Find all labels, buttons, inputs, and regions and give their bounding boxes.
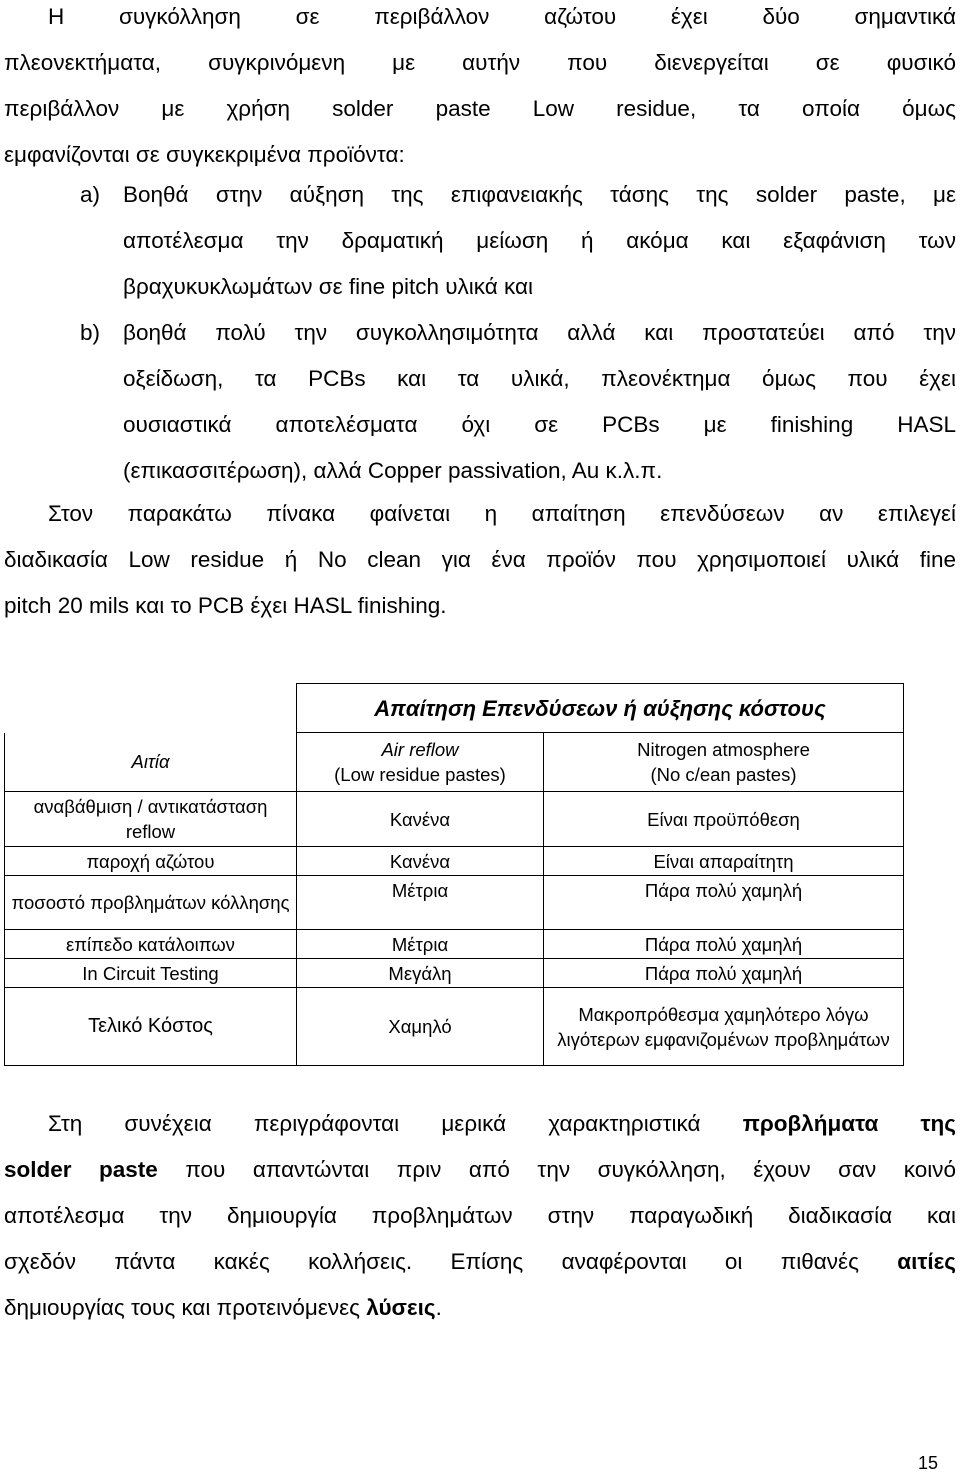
table-header-row	[5, 733, 904, 792]
closing-bold: προβλήματα της	[742, 1111, 956, 1136]
closing-paragraph	[4, 1101, 956, 1331]
cell-cause: Τελικό Κόστος	[5, 988, 297, 1066]
closing-bold: λύσεις	[366, 1295, 436, 1320]
cell-cause: παροχή αζώτου	[5, 847, 297, 876]
cell-nitrogen: Είναι προϋπόθεση	[544, 792, 904, 847]
closing-line	[4, 1285, 956, 1331]
cell-air: Μέτρια	[297, 930, 544, 959]
table-intro-line: διαδικασία Low residue ή No clean για ένα προϊόν που χρησιμοποιεί υλικά fine	[4, 547, 956, 572]
cell-cause: επίπεδο κατάλοιπων	[5, 930, 297, 959]
table-row	[5, 792, 904, 847]
list-marker: b)	[80, 320, 101, 345]
cell-air: Μεγάλη	[297, 959, 544, 988]
table-intro-line: pitch 20 mils και το PCB έχει HASL finishing.	[4, 593, 447, 618]
closing-text: σχεδόν πάντα κακές κολλήσεις. Επίσης αναφέρονται οι πιθανές	[4, 1249, 898, 1274]
closing-text: δημιουργίας τους και προτεινόμενες	[4, 1295, 367, 1320]
cell-cause: αναβάθμιση / αντικατάσταση reflow	[5, 792, 297, 847]
table-title: Απαίτηση Επενδύσεων ή αύξησης κόστους	[297, 684, 904, 733]
cell-air: Μέτρια	[297, 876, 544, 930]
closing-line	[4, 1239, 956, 1285]
table-title-row	[5, 684, 904, 733]
closing-bold: αιτίες	[897, 1249, 956, 1274]
closing-bold: solder paste	[4, 1157, 158, 1182]
page-number: 15	[917, 1453, 938, 1473]
closing-line: αποτέλεσμα την δημιουργία προβλημάτων στην παραγωδική διαδικασία και	[4, 1203, 956, 1228]
cell-nitrogen: Πάρα πολύ χαμηλή	[544, 959, 904, 988]
closing-line	[4, 1101, 956, 1147]
cell-cause: ποσοστό προβλημάτων κόλλησης	[5, 876, 297, 930]
intro-line: πλεονεκτήματα, συγκρινόμενη με αυτήν που διενεργείται σε φυσικό	[4, 50, 956, 75]
cell-nitrogen: Είναι απαραίτητη	[544, 847, 904, 876]
header-nitrogen-sub: (No c/ean pastes)	[650, 764, 797, 785]
cell-air: Κανένα	[297, 847, 544, 876]
closing-text: Στη συνέχεια περιγράφονται μερικά χαρακτηριστικά	[48, 1111, 743, 1136]
table-intro-paragraph	[4, 491, 956, 629]
list-line: οξείδωση, τα PCBs και τα υλικά, πλεονέκτημα όμως που έχει	[123, 366, 956, 391]
intro-line: Η συγκόλληση σε περιβάλλον αζώτου έχει δύο σημαντικά	[48, 4, 956, 29]
cell-nitrogen: Πάρα πολύ χαμηλή	[544, 876, 904, 930]
table-row	[5, 847, 904, 876]
header-nitrogen	[544, 733, 904, 792]
header-nitrogen-title: Nitrogen atmosphere	[637, 739, 810, 760]
table-row	[5, 988, 904, 1066]
intro-line: περιβάλλον με χρήση solder paste Low residue, τα οποία όμως	[4, 96, 956, 121]
header-cause: Αιτία	[5, 733, 297, 792]
closing-line	[4, 1147, 956, 1193]
table-intro-line: Στον παρακάτω πίνακα φαίνεται η απαίτηση επενδύσεων αν επιλεγεί	[48, 501, 956, 526]
table-row	[5, 959, 904, 988]
list-marker: a)	[80, 182, 101, 207]
closing-text: που απαντώνται πριν από την συγκόλληση, έχουν σαν κοινό	[157, 1157, 956, 1182]
header-air-title: Air reflow	[381, 739, 459, 760]
list-line: βοηθά πολύ την συγκολλησιμότητα αλλά και προστατεύει από την	[123, 320, 956, 345]
list-line: (επικασσιτέρωση), αλλά Copper passivation, Au κ.λ.π.	[123, 458, 663, 483]
table-row	[5, 930, 904, 959]
cell-nitrogen: Πάρα πολύ χαμηλή	[544, 930, 904, 959]
cell-air: Χαμηλό	[297, 988, 544, 1066]
intro-paragraph	[4, 0, 956, 178]
closing-text: .	[435, 1295, 442, 1320]
cell-cause: In Circuit Testing	[5, 959, 297, 988]
list-line: Βοηθά στην αύξηση της επιφανειακής τάσης της solder paste, με	[123, 182, 956, 207]
cost-table	[4, 683, 904, 1066]
table-row	[5, 876, 904, 930]
intro-line: εμφανίζονται σε συγκεκριμένα προϊόντα:	[4, 142, 405, 167]
cell-nitrogen: Μακροπρόθεσμα χαμηλότερο λόγω λιγότερων εμφανιζομένων προβλημάτων	[544, 988, 904, 1066]
list-item	[80, 310, 956, 494]
header-air-reflow	[297, 733, 544, 792]
header-air-sub: (Low residue pastes)	[334, 764, 506, 785]
advantages-list	[80, 172, 956, 494]
cell-air: Κανένα	[297, 792, 544, 847]
list-line: ουσιαστικά αποτελέσματα όχι σε PCBs με finishing HASL	[123, 412, 956, 437]
list-line: αποτέλεσμα την δραματική μείωση ή ακόμα και εξαφάνιση των	[123, 228, 956, 253]
list-item	[80, 172, 956, 310]
list-line: βραχυκυκλωμάτων σε fine pitch υλικά και	[123, 274, 533, 299]
